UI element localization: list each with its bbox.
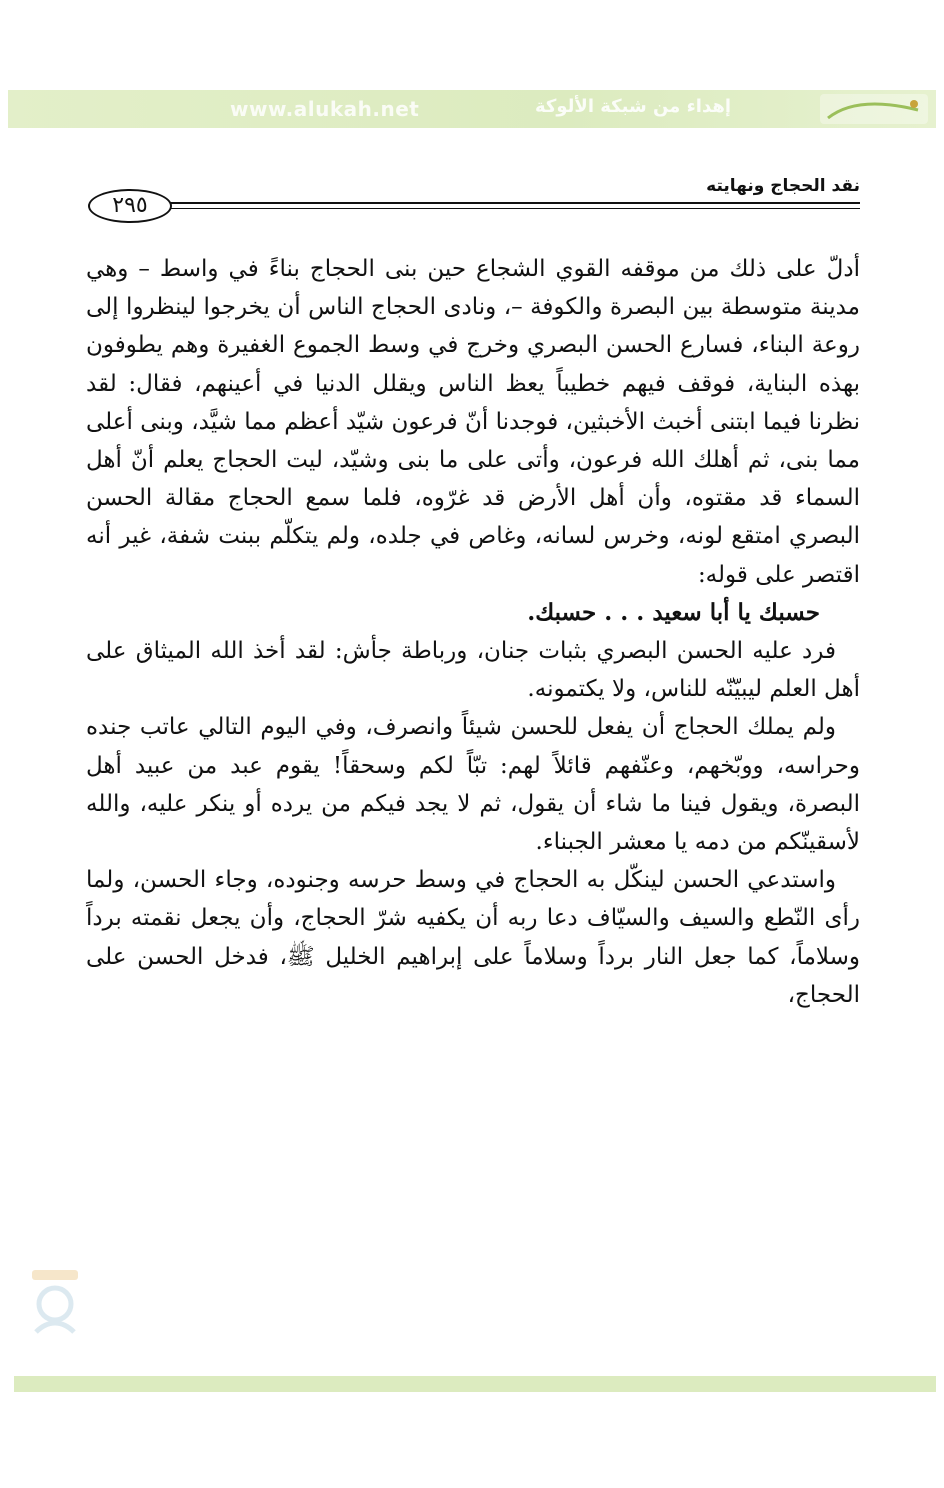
header-rule-thick: [166, 202, 860, 204]
page-number: ٢٩٥: [88, 189, 172, 223]
paragraph-2: فرد عليه الحسن البصري بثبات جنان، ورباطة جأش: لقد أخذ الله الميثاق على أهل العلم ليبيّنّه للناس، ولا يكتمونه.: [86, 638, 860, 703]
paragraph-3: ولم يملك الحجاج أن يفعل للحسن شيئاً وانصرف، وفي اليوم التالي عاتب جنده وحراسه، ووبّخهم، وعنّفهم قائلاً لهم: تبّاً لكم وسحقاً! يقوم عبد من عبيد أهل البصرة، ويقول فينا ما شاء أن يقول، ثم لا يجد فيكم من يرده أو ينكر عليه، والله لأسقينّكم من دمه يا معشر الجبناء.: [86, 714, 860, 856]
site-banner: [8, 90, 936, 128]
alukah-logo: [818, 92, 930, 126]
quote-line: حسبك يا أبا سعيد . . . حسبك.: [527, 598, 820, 626]
logo-mark-icon: [818, 92, 930, 126]
paragraph-4: واستدعي الحسن لينكّل به الحجاج في وسط حرسه وجنوده، وجاء الحسن، ولما رأى النّطع والسيف والسيّاف دعا ربه أن يكفيه شرّ الحجاج، وأن يجعل نقمته برداً وسلاماً، كما جعل النار برداً وسلاماً على إبراهيم الخليل ﷺ، فدخل الحسن على الحجاج،: [86, 867, 860, 1008]
watermark-icon: [28, 1266, 82, 1350]
page-header: [86, 170, 860, 230]
running-title: نقد الحجاج ونهايته: [706, 176, 860, 196]
header-rule-thin: [166, 208, 860, 209]
main-text: [86, 250, 860, 1014]
footer-bar: [14, 1376, 936, 1392]
paragraph-1: أدلّ على ذلك من موقفه القوي الشجاع حين بنى الحجاج بناءً في واسط – وهي مدينة متوسطة بين البصرة والكوفة –، ونادى الحجاج الناس أن يخرجوا لينظروا إلى روعة البناء، فسارع الحسن البصري وخرج في وسط الجموع الغفيرة وهم يطوفون بهذه البناية، فوقف فيهم خطيباً يعظ الناس ويقلل الدنيا في أعينهم، فقال: لقد نظرنا فيما ابتنى أخبث الأخبثين، فوجدنا أنّ فرعون شيّد أعظم مما شيَّد، وبنى أعلى مما بنى، ثم أهلك الله فرعون، وأتى على ما بنى وشيّد، ليت الحجاج يعلم أنّ أهل السماء قد مقتوه، وأن أهل الأرض قد غرّوه، فلما سمع الحجاج مقالة الحسن البصري امتقع لونه، وخرس لسانه، وغاص في جلده، ولم يتكلّم ببنت شفة، غير أنه اقتصر على قوله:: [86, 256, 860, 588]
site-url[interactable]: www.alukah.net: [230, 97, 420, 121]
gift-notice: إهداء من شبكة الألوكة: [535, 96, 731, 117]
